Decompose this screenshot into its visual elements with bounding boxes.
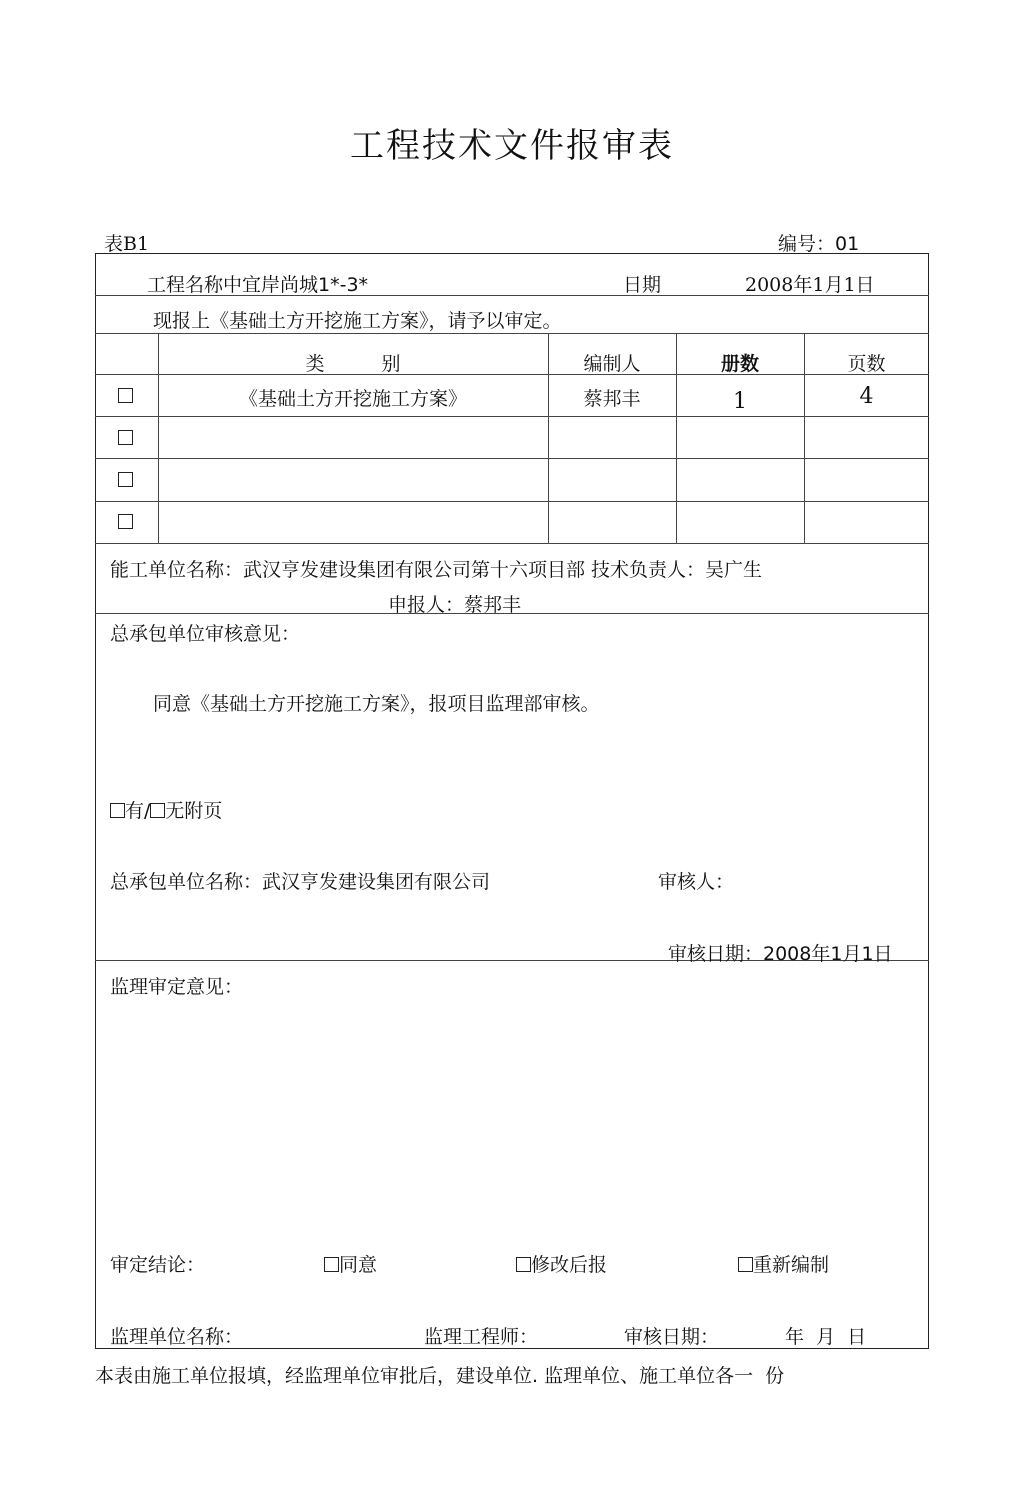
revise-label: 修改后报 (531, 1254, 608, 1276)
form-code: 表B1 (104, 233, 150, 255)
attachment-options (110, 796, 222, 823)
engineer-label: 监理工程师： (424, 1326, 539, 1348)
gc-unit-name: 总承包单位名称：武汉亨发建设集团有限公司 (110, 871, 491, 893)
attach-no-checkbox[interactable] (150, 803, 165, 818)
header-pages: 页数 (847, 353, 886, 375)
gc-reviewer: 审核人： (658, 871, 735, 893)
row-checkbox[interactable] (118, 472, 133, 487)
serial-number: 编号：01 (778, 233, 860, 255)
gc-review-date: 审核日期：2008年1月1日 (668, 943, 893, 965)
redo-label: 重新编制 (753, 1254, 830, 1276)
header-category: 类 别 (305, 353, 401, 375)
row-volumes: 1 (733, 389, 747, 414)
row-checkbox[interactable] (118, 514, 133, 529)
option-revise (516, 1250, 607, 1277)
row-checkbox[interactable] (118, 388, 133, 403)
agree-checkbox[interactable] (324, 1257, 339, 1272)
attach-yes-label: 有/ (125, 800, 151, 822)
agree-label: 同意 (339, 1254, 378, 1276)
row-doc-name: 《基础土方开挖施工方案》 (238, 388, 467, 410)
footer-note: 本表由施工单位报填，经监理单位审批后，建设单位. 监理单位、施工单位各一 份 (95, 1365, 785, 1387)
row-pages: 4 (859, 384, 874, 409)
date-label: 日期 (623, 274, 662, 296)
date-value: 2008年1月1日 (745, 274, 875, 296)
conclusion-label: 审定结论： (110, 1254, 206, 1276)
submit-statement: 现报上《基础土方开挖施工方案》，请予以审定。 (153, 310, 562, 332)
option-agree (324, 1250, 377, 1277)
header-volumes: 册数 (720, 353, 759, 375)
supervision-date-blanks: 年 月 日 (785, 1326, 867, 1348)
row-divider (95, 543, 929, 544)
attach-no-label: 无附页 (165, 800, 223, 822)
header-author: 编制人 (583, 353, 641, 375)
option-redo (738, 1250, 829, 1277)
supervision-unit-label: 监理单位名称： (110, 1326, 244, 1348)
gc-opinion: 同意《基础土方开挖施工方案》，报项目监理部审核。 (153, 693, 600, 715)
supervision-date-label: 审核日期： (624, 1326, 720, 1348)
contractor-line: 能工单位名称：武汉亨发建设集团有限公司第十六项目部 技术负责人：吴广生 (110, 559, 763, 581)
row-author: 蔡邦丰 (583, 388, 641, 410)
supervision-heading: 监理审定意见： (110, 976, 244, 998)
gc-heading: 总承包单位审核意见： (110, 623, 301, 645)
row-checkbox[interactable] (118, 430, 133, 445)
page-title: 工程技术文件报审表 (350, 126, 674, 166)
applicant: 申报人：蔡邦丰 (388, 594, 522, 616)
redo-checkbox[interactable] (738, 1257, 753, 1272)
project-name: 工程名称中宜岸尚城1*-3* (147, 274, 369, 296)
attach-yes-checkbox[interactable] (110, 803, 125, 818)
revise-checkbox[interactable] (516, 1257, 531, 1272)
